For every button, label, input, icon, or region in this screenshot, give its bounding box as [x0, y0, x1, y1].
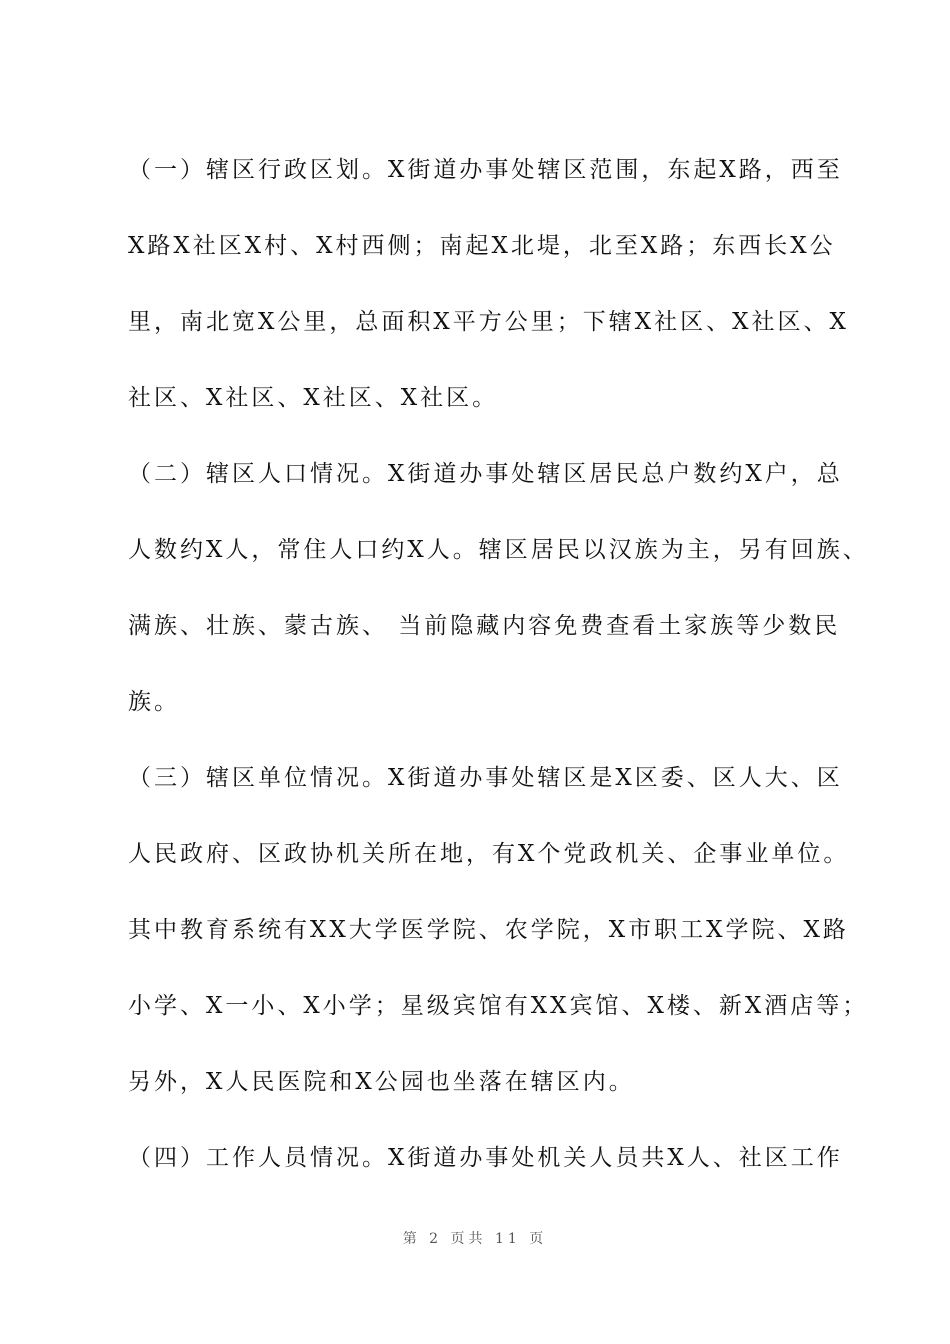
text-line: 社区、X社区、X社区、X社区。	[128, 385, 499, 411]
text-line: 另外，X人民医院和X公园也坐落在辖区内。	[128, 1069, 635, 1095]
text-line: 小学、X一小、X小学；星级宾馆有XX宾馆、X楼、新X酒店等；	[128, 993, 869, 1019]
text-line: （二）辖区人口情况。X街道办事处辖区居民总户数约X户，总	[128, 461, 843, 487]
text-line: 满族、壮族、蒙古族、 当前隐藏内容免费查看土家族等少数民	[128, 613, 841, 639]
text-line: （三）辖区单位情况。X街道办事处辖区是X区委、区人大、区	[128, 765, 843, 791]
text-line: 其中教育系统有XX大学医学院、农学院，X市职工X学院、X路	[128, 917, 849, 943]
text-line: 人数约X人，常住人口约X人。辖区居民以汉族为主，另有回族、	[128, 537, 869, 563]
text-line: 里，南北宽X公里，总面积X平方公里；下辖X社区、X社区、X	[128, 309, 849, 335]
text-line: X路X社区X村、X村西侧；南起X北堤，北至X路；东西长X公	[128, 233, 836, 259]
text-line: （四）工作人员情况。X街道办事处机关人员共X人、社区工作	[128, 1145, 843, 1171]
text-line: 人民政府、区政协机关所在地，有X个党政机关、企事业单位。	[128, 841, 850, 867]
text-line: （一）辖区行政区划。X街道办事处辖区范围，东起X路，西至	[128, 157, 843, 183]
text-line: 族。	[128, 689, 180, 715]
page-number-footer: 第 2 页共 11 页	[402, 1231, 548, 1247]
